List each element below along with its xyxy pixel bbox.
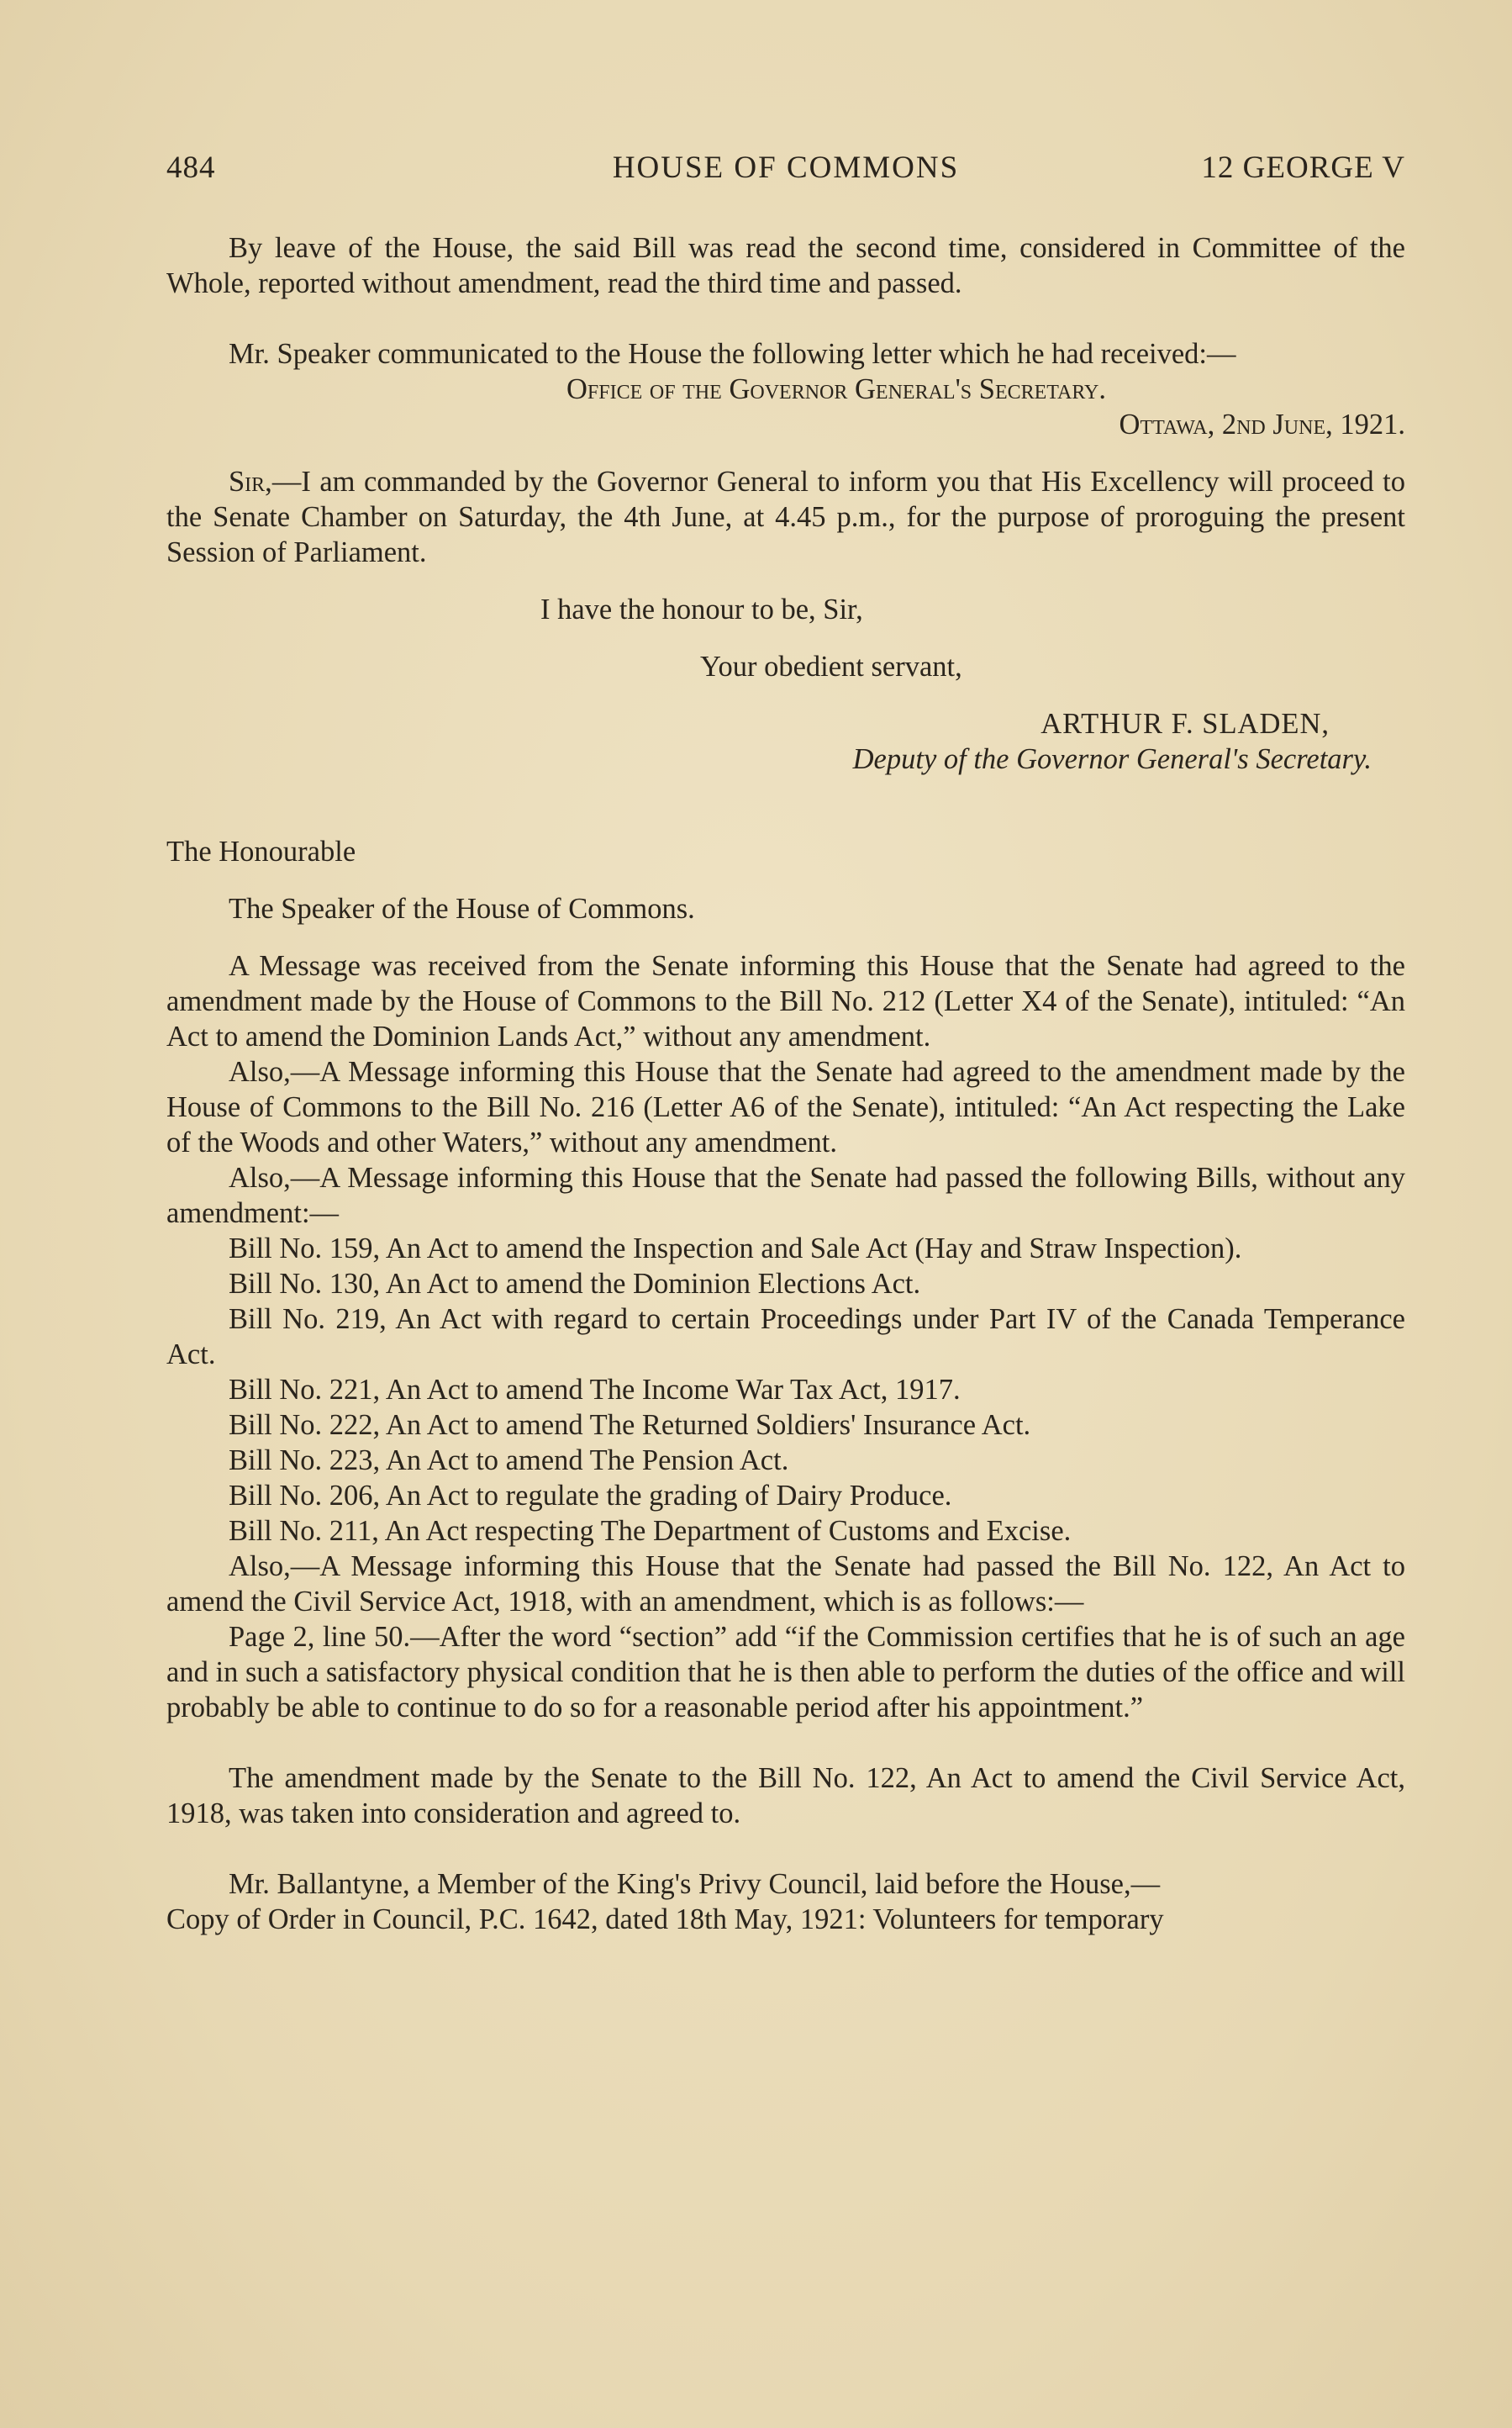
letter-address-1: The Honourable [166, 836, 356, 868]
letter-text: —I am commanded by the Governor General to inform you that His Excellency will proceed to the Senate Chamber on Saturday, the 4th June, at 4.45 p.m., for the purpose of proroguing the present Session of Parliament. [166, 466, 1405, 568]
regnal-year: 12 GEORGE V [1201, 150, 1405, 185]
paragraph-message-216: Also,—A Message informing this House that the Senate had agreed to the amendment made by the House of Commons to the Bill No. 216 (Letter A6 of the Senate), intituled: “An Act respecting the Lake of the Woods and other Waters,” without any amendment. [166, 1056, 1405, 1159]
paragraph-message-bills: Also,—A Message informing this House that the Senate had passed the following Bills, without any amendment:— [166, 1162, 1405, 1229]
bill-list-item: Bill No. 223, An Act to amend The Pension Act. [229, 1444, 789, 1476]
paragraph-amendment-text: Page 2, line 50.—After the word “section” add “if the Commission certifies that he is of such an age and in such a satisfactory physical condition that he is then able to perform the duties of the office and will probably be able to continue to do so for a reasonable period after his appointment.” [166, 1621, 1405, 1723]
bill-list-item: Bill No. 219, An Act with regard to certain Proceedings under Part IV of the Canada Temperance Act. [166, 1303, 1405, 1370]
paragraph-bill-passed: By leave of the House, the said Bill was read the second time, considered in Committee of the Whole, reported without amendment, read the third time and passed. [166, 232, 1405, 299]
letter-office-heading: Office of the Governor General's Secretary. [566, 373, 1106, 405]
letter-body [166, 464, 1405, 570]
bill-list-item: Bill No. 211, An Act respecting The Department of Customs and Excise. [229, 1515, 1072, 1547]
paragraph-ballantyne-2: Copy of Order in Council, P.C. 1642, dated 18th May, 1921: Volunteers for temporary [166, 1903, 1164, 1935]
bill-list-item: Bill No. 206, An Act to regulate the grading of Dairy Produce. [229, 1480, 952, 1512]
paragraph-message-122: Also,—A Message informing this House that the Senate had passed the Bill No. 122, An Act to amend the Civil Service Act, 1918, with an amendment, which is as follows:— [166, 1550, 1405, 1618]
letter-closing-2: Your obedient servant, [700, 651, 962, 683]
bill-list-item: Bill No. 221, An Act to amend The Income War Tax Act, 1917. [229, 1374, 961, 1406]
bill-list-item: Bill No. 159, An Act to amend the Inspection and Sale Act (Hay and Straw Inspection). [229, 1232, 1242, 1264]
letter-signatory: ARTHUR F. SLADEN, [1040, 708, 1330, 740]
letter-place-date: Ottawa, 2nd June, 1921. [1119, 409, 1405, 441]
letter-signatory-title: Deputy of the Governor General's Secretary. [852, 743, 1372, 775]
paragraph-speaker-letter: Mr. Speaker communicated to the House the following letter which he had received:— [229, 338, 1236, 370]
letter-closing-1: I have the honour to be, Sir, [540, 594, 863, 625]
paragraph-amendment-agreed: The amendment made by the Senate to the Bill No. 122, An Act to amend the Civil Service Act, 1918, was taken into consideration and agreed to. [166, 1762, 1405, 1829]
letter-salutation: Sir, [229, 466, 272, 498]
page-title: HOUSE OF COMMONS [612, 150, 960, 185]
running-head [166, 150, 1405, 190]
letter-address-2: The Speaker of the House of Commons. [229, 893, 695, 925]
bill-list-item: Bill No. 130, An Act to amend the Dominion Elections Act. [229, 1268, 921, 1300]
bill-list-item: Bill No. 222, An Act to amend The Returned Soldiers' Insurance Act. [229, 1409, 1031, 1441]
paragraph-ballantyne-1: Mr. Ballantyne, a Member of the King's Privy Council, laid before the House,— [229, 1868, 1161, 1900]
page-number: 484 [166, 150, 216, 185]
paragraph-message-212: A Message was received from the Senate informing this House that the Senate had agreed to the amendment made by the House of Commons to the Bill No. 212 (Letter X4 of the Senate), intituled: “An Act to amend the Dominion Lands Act,” without any amendment. [166, 950, 1405, 1053]
